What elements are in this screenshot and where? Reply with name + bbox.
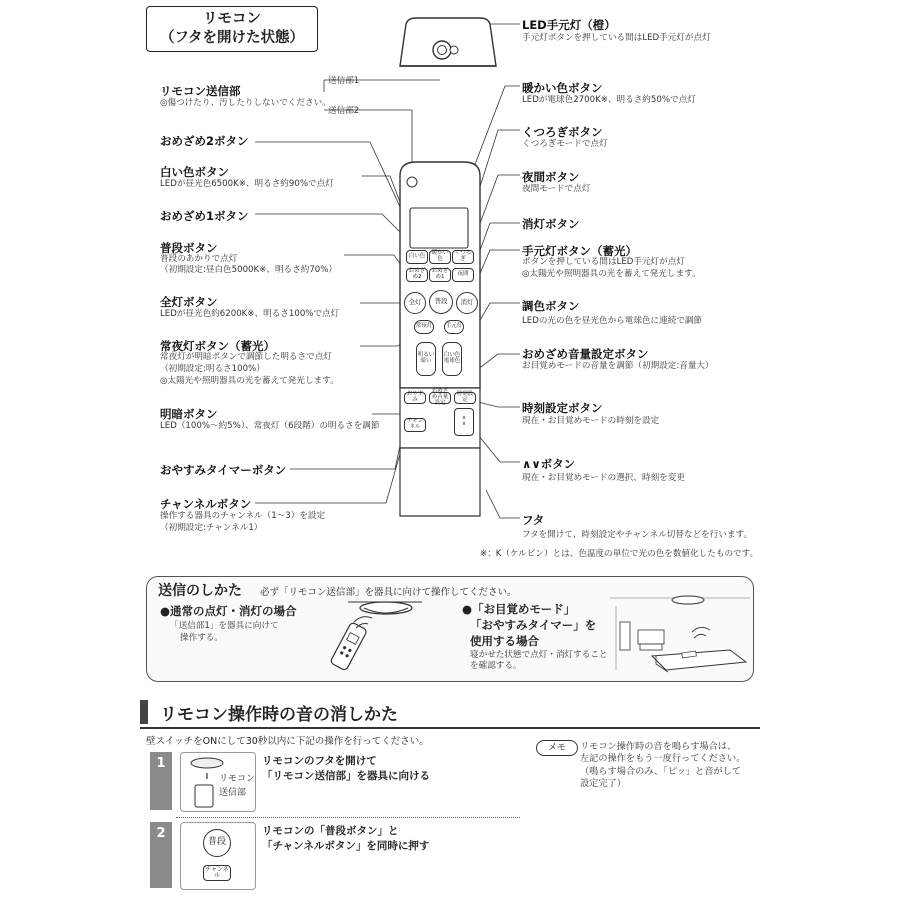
volume-button[interactable]: おめざめ音量設定 — [429, 392, 451, 404]
color-warm-label: 電球色 — [443, 358, 461, 364]
normal-operation-illustration — [318, 594, 428, 678]
relax-button[interactable]: くつろぎ — [452, 250, 474, 264]
label-brightness-desc: LED（100%〜約5%）、常夜灯（6段階）の明るさを調節 — [160, 421, 380, 431]
label-normal-desc-1: 普段のあかりで点灯 — [160, 254, 238, 264]
label-channel-title: チャンネルボタン — [160, 497, 252, 511]
label-night-light-title: 常夜灯ボタン（蓄光） — [160, 339, 275, 353]
transmitter-callout-2: 送信部2 — [328, 106, 360, 116]
label-warm-title: 暖かい色ボタン — [522, 81, 603, 95]
label-off-title: 消灯ボタン — [522, 217, 580, 231]
bedroom-illustration — [610, 586, 750, 674]
label-night-title: 夜間ボタン — [522, 170, 580, 184]
step2-image — [180, 822, 256, 890]
label-normal-title: 普段ボタン — [160, 241, 218, 255]
step2-text — [262, 824, 429, 853]
label-volume-title: おめざめ音量設定ボタン — [522, 347, 649, 361]
label-brightness-title: 明暗ボタン — [160, 407, 218, 421]
step2-channel-button: チャンネル — [203, 865, 231, 881]
bright-label: 明るい — [417, 352, 435, 359]
label-relax-title: くつろぎボタン — [522, 125, 603, 139]
howto-left-desc-1: 「送信部1」を器具に向けて — [170, 621, 279, 631]
label-channel-desc-2: （初期設定:チャンネル1） — [160, 523, 263, 533]
color-white-label: 白い色 — [443, 352, 461, 359]
howto-subtitle: 必ず「リモコン送信部」を器具に向けて操作してください。 — [260, 587, 517, 598]
omezame1-button[interactable]: おめざめ1 — [429, 268, 451, 282]
off-button[interactable]: 消灯 — [456, 292, 478, 314]
clock-button[interactable]: 時刻設定 — [454, 392, 476, 404]
step1-image — [180, 752, 256, 812]
dark-label: 暗い — [420, 358, 432, 364]
howto-right-heading-2: 「おやすみタイマー」を — [470, 618, 597, 632]
led-hand-lamp-device — [396, 16, 500, 76]
brightness-button[interactable] — [416, 342, 436, 376]
channel-button[interactable]: チャンネル — [404, 418, 426, 432]
night-light-button[interactable]: 常夜灯 — [414, 320, 434, 334]
howto-title: 送信のしかた — [158, 583, 242, 599]
label-clock-title: 時刻設定ボタン — [522, 401, 603, 415]
memo-line-4: 設定完了） — [580, 778, 626, 790]
memo-tag: メモ — [536, 740, 578, 756]
up-icon: ∧ — [461, 415, 467, 422]
sleep-button[interactable]: おやすみ — [404, 392, 426, 404]
full-button[interactable]: 全灯 — [404, 292, 426, 314]
howto-right-desc-1: 寝かせた状態で点灯・消灯すること — [470, 650, 608, 660]
label-transmitter-title: リモコン送信部 — [160, 84, 241, 98]
howto-right-heading-1: ●「お目覚めモード」 — [462, 602, 576, 616]
label-volume-desc: お目覚めモードの音量を調節（初期設定:音量大） — [522, 361, 714, 371]
omezame2-button[interactable]: おめざめ2 — [406, 268, 428, 282]
section2-title: リモコン操作時の音の消しかた — [160, 705, 398, 725]
label-night-desc: 夜間モードで点灯 — [522, 184, 591, 194]
step1-line-2: 「リモコン送信部」を器具に向ける — [262, 769, 430, 782]
label-omezame2-title: おめざめ2ボタン — [160, 134, 249, 148]
remote-body-shape — [396, 160, 484, 520]
howto-right-heading-3: 使用する場合 — [470, 634, 539, 648]
label-channel-desc-1: 操作する器具のチャンネル（1〜3）を設定 — [160, 511, 326, 521]
label-hand-lamp-title: 手元灯ボタン（蓄光） — [522, 244, 637, 258]
step2-line-2: 「チャンネルボタン」を同時に押す — [262, 839, 430, 852]
label-lid-title: フタ — [522, 513, 545, 527]
label-night-light-desc-2: （初期設定:明るさ100%） — [160, 364, 265, 374]
step2-normal-button: 普段 — [203, 829, 231, 857]
label-hand-lamp-desc-1: ボタンを押している間はLED手元灯が点灯 — [522, 257, 685, 267]
howto-left-heading: ●通常の点灯・消灯の場合 — [160, 604, 297, 618]
remote-control — [396, 160, 484, 520]
night-button[interactable]: 夜間 — [452, 268, 474, 282]
section2-marker — [140, 700, 148, 724]
step-divider — [176, 817, 520, 818]
section2-underline — [140, 727, 760, 729]
memo-text — [580, 741, 745, 791]
section2-intro: 壁スイッチをONにして30秒以内に下記の操作を行ってください。 — [146, 736, 429, 747]
step2-number: 2 — [150, 822, 172, 888]
step1-number: 1 — [150, 752, 172, 810]
memo-line-1: リモコン操作時の音を鳴らす場合は、 — [580, 741, 737, 752]
hand-lamp-button[interactable]: 手元灯 — [444, 320, 464, 334]
memo-line-2: 左記の操作をもう一度行ってください。 — [580, 753, 746, 765]
step1-label-1: リモコン — [219, 774, 256, 784]
label-led-hand-lamp-title: LED手元灯（橙） — [522, 18, 616, 32]
label-transmitter-desc: ◎傷つけたり、汚したりしないでください。 — [160, 98, 331, 108]
title-line1: リモコン — [203, 11, 261, 27]
howto-right-desc-2: を確認する。 — [470, 661, 522, 671]
transmitter-callout-1: 送信部1 — [328, 76, 360, 86]
label-full-desc: LEDが昼光色約6200K※、明るさ100%で点灯 — [160, 309, 340, 319]
title-line2: （フタを開けた状態） — [160, 30, 304, 46]
label-color-desc: LEDの光の色を昼光色から電球色に連続で調節 — [522, 316, 703, 326]
howto-left-desc-2: 操作する。 — [180, 633, 223, 643]
label-night-light-desc-3: ◎太陽光や照明器具の光を蓄えて発光します。 — [160, 376, 339, 386]
label-color-title: 調色ボタン — [522, 299, 580, 313]
step2-line-1: リモコンの「普段ボタン」と — [262, 825, 399, 837]
memo-line-3: （鳴らす場合のみ、「ピッ」と音がして — [580, 765, 741, 777]
label-updown-title: ∧∨ボタン — [522, 457, 576, 471]
label-led-hand-lamp-desc: 手元灯ボタンを押している間はLED手元灯が点灯 — [522, 33, 711, 43]
label-full-title: 全灯ボタン — [160, 295, 218, 309]
warm-button[interactable]: 暖かい色 — [429, 250, 451, 264]
label-warm-desc: LEDが電球色2700K※、明るさ約50%で点灯 — [522, 95, 696, 105]
normal-button[interactable]: 普段 — [429, 290, 453, 314]
label-white-title: 白い色ボタン — [160, 165, 229, 179]
color-button[interactable] — [442, 342, 462, 376]
label-omezame1-title: おめざめ1ボタン — [160, 209, 249, 223]
label-night-light-desc-1: 常夜灯が明暗ボタンで調節した明るさで点灯 — [160, 352, 332, 362]
footnote: ※：K（ケルビン）とは、色温度の単位で光の色を数値化したものです。 — [480, 549, 759, 559]
down-icon: ∨ — [461, 421, 467, 427]
step1-line-1: リモコンのフタを開けて — [262, 755, 377, 767]
section2-header — [140, 698, 760, 728]
label-white-desc: LEDが昼光色6500K※、明るさ約90%で点灯 — [160, 179, 334, 189]
label-lid-desc: フタを開けて、時刻設定やチャンネル切替などを行います。 — [522, 530, 753, 540]
white-button[interactable]: 白い色 — [406, 250, 428, 264]
label-sleep-timer-title: おやすみタイマーボタン — [160, 463, 287, 477]
label-relax-desc: くつろぎモードで点灯 — [522, 139, 608, 149]
step1-label-2: 送信部 — [219, 788, 247, 798]
label-hand-lamp-desc-2: ◎太陽光や照明器具の光を蓄えて発光します。 — [522, 269, 701, 279]
updown-button[interactable] — [454, 408, 474, 436]
label-normal-desc-2: （初期設定:昼白色5000K※、明るさ約70%） — [160, 265, 338, 275]
label-updown-desc: 現在・お目覚めモードの選択、時刻を変更 — [522, 473, 685, 483]
step1-text — [262, 754, 430, 783]
label-clock-desc: 現在・お目覚めモードの時刻を設定 — [522, 416, 660, 426]
